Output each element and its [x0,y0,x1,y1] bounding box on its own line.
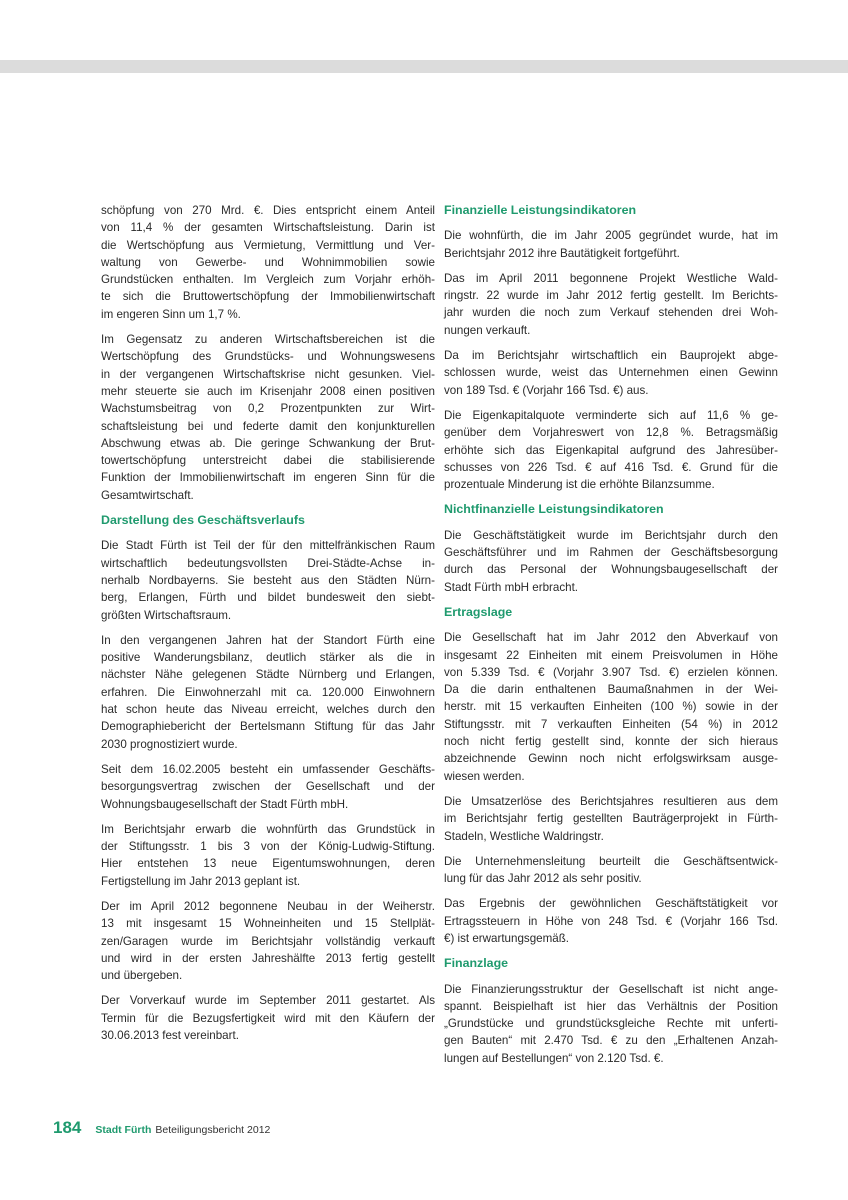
text-line: Die Geschäftstätigkeit wurde im Berichtsjahr durch den [444,528,778,542]
text-line: berg, Erlangen, Fürth und bildet bundesweit den siebt- [101,591,435,605]
text-line: gen Bauten“ mit 2.470 Tsd. € zu den „Erhaltenen Anzah- [444,1034,778,1048]
text-line: die Wertschöpfung aus Vermietung, Vermittlung und Ver- [101,238,435,252]
footer-report-title: Beteiligungsbericht 2012 [155,1124,271,1136]
text-line: erhöhte sich das Eigenkapital aufgrund des Jahresüber- [444,443,778,457]
paragraph [101,632,435,753]
text-line: Geschäftsführer und im Rahmen der Geschäftsbesorgung [444,546,778,560]
text-line: in der vergangenen Wirtschaftskrise nicht gesunken. Viel- [101,367,435,381]
paragraph [444,407,778,493]
left-column [101,202,435,1052]
paragraph [101,537,435,623]
text-line: Da die darin enthaltenen Baumaßnahmen in der Wei- [444,683,778,697]
text-line: Abschwung etwas ab. Die geringe Schwankung der Brut- [101,436,435,450]
text-line: Gesamtwirtschaft. [101,488,194,502]
text-line: größten Wirtschaftsraum. [101,608,232,622]
text-line: Stadeln, Westliche Waldringstr. [444,829,604,843]
text-line: genüber dem Vorjahreswert von 12,8 %. Betragsmäßig [444,426,778,440]
text-line: schöpfung von 270 Mrd. €. Dies entspricht einem Anteil [101,204,435,217]
text-line: Grundstücken enthalten. Im Vergleich zum Vorjahr erhöh- [101,273,435,287]
text-line: von 11,4 % der gesamten Wirtschaftsleistung. Darin ist [101,221,435,235]
paragraph [101,331,435,504]
text-line: Der Vorverkauf wurde im September 2011 gestartet. Als [101,994,435,1008]
text-line: Ertragssteuern in Höhe von 248 Tsd. € (Vorjahr 166 Tsd. [444,914,778,928]
text-line: spannt. Beispielhaft ist hier das Verhältnis der Position [444,999,778,1013]
paragraph [444,853,778,888]
text-line: Die Umsatzerlöse des Berichtsjahres resultieren aus dem [444,794,778,808]
paragraph [101,992,435,1044]
paragraph [101,898,435,984]
text-line: Hier entstehen 13 neue Eigentumswohnungen, deren [101,857,435,871]
top-bar [0,60,848,73]
right-column [444,202,778,1075]
paragraph [101,821,435,890]
section-heading: Nichtfinanzielle Leistungsindikatoren [444,502,664,517]
text-line: 2030 prognostiziert wurde. [101,737,238,751]
paragraph [444,227,778,262]
text-line: mehr steuerte sie auch im Krisenjahr 2008 einen positiven [101,384,435,398]
text-line: Wachstumsbeitrag von 0,2 Prozentpunkten zur Wirt- [101,402,435,416]
text-line: waltung von Gewerbe- und Wohnimmobilien sowie [101,255,435,269]
text-line: besorgungsvertrag zwischen der Gesellschaft und der [101,780,435,794]
text-line: Stadt Fürth mbH erbracht. [444,580,579,594]
text-line: Im Gegensatz zu anderen Wirtschaftsbereichen ist die [101,333,435,347]
text-line: €) ist erwartungsgemäß. [444,931,570,945]
text-line: Das Ergebnis der gewöhnlichen Geschäftstätigkeit vor [444,897,778,911]
text-line: und übergeben. [101,969,183,983]
section-heading: Ertragslage [444,604,513,619]
paragraph [101,202,435,323]
text-line: abzeichnende Gewinn noch nicht erfolgswirksam ausge- [444,752,778,766]
text-line: im Berichtsjahr fertig gestellten Bauträgerprojekt in Fürth- [444,812,778,826]
text-line: zen/Garagen wurde im Berichtsjahr vollständig verkauft [101,934,435,948]
text-line: von 189 Tsd. € (Vorjahr 166 Tsd. €) aus. [444,383,649,397]
paragraph [444,527,778,596]
paragraph [444,629,778,785]
text-line: In den vergangenen Jahren hat der Standort Fürth eine [101,633,435,647]
text-line: im engeren Sinn um 1,7 %. [101,307,241,321]
page-footer [53,1118,270,1138]
paragraph [444,981,778,1067]
text-line: 30.06.2013 fest vereinbart. [101,1029,239,1043]
text-line: Der im April 2012 begonnene Neubau in der Weiherstr. [101,899,435,913]
text-line: te sich die Bruttowertschöpfung der Immobilienwirtschaft [101,290,435,304]
section-heading: Finanzlage [444,956,509,971]
text-line: Die Stadt Fürth ist Teil der für den mittelfränkischen Raum [101,539,435,553]
text-line: Die wohnfürth, die im Jahr 2005 gegründet wurde, hat im [444,229,778,243]
text-line: Im Berichtsjahr erwarb die wohnfürth das Grundstück in [101,822,435,836]
text-line: durch das Personal der Wohnungsbaugesellschaft der [444,563,778,577]
text-line: herstr. mit 15 verkauften Einheiten (100 %) sowie in der [444,700,778,714]
text-line: Die Unternehmensleitung beurteilt die Geschäftsentwick- [444,854,778,868]
text-line: nerhalb Nordbayerns. Sie besteht aus den Städten Nürn- [101,573,435,587]
paragraph [101,761,435,813]
text-line: nächster Nähe gelegenen Städte Nürnberg und Erlangen, [101,668,435,682]
text-line: noch nicht fertig gestellt sind, konnte der sich hieraus [444,735,778,749]
text-line: der Stiftungsstr. 1 bis 3 von der König-Ludwig-Stiftung. [101,840,435,854]
text-line: prozentuale Minderung ist die erhöhte Bilanzsumme. [444,478,715,492]
text-line: 13 mit insgesamt 15 Wohneinheiten und 15 Stellplät- [101,917,435,931]
text-line: Wohnungsbaugesellschaft der Stadt Fürth mbH. [101,797,349,811]
section-heading: Darstellung des Geschäftsverlaufs [101,513,305,528]
text-line: und wird in der ersten Jahreshälfte 2013 fertig gestellt [101,951,435,965]
text-line: ringstr. 22 wurde im Jahr 2012 fertig gestellt. Im Berichts- [444,289,778,303]
paragraph [444,895,778,947]
text-line: Termin für die Bezugsfertigkeit wird mit den Käufern der [101,1011,435,1025]
text-line: Berichtsjahr 2012 ihre Bautätigkeit fortgeführt. [444,246,680,260]
text-line: wirtschaftlich bedeutungsvollsten Drei-Städte-Achse in- [101,556,435,570]
text-line: schusses von 226 Tsd. € auf 416 Tsd. €. Grund für die [444,460,778,474]
text-line: Funktion der Immobilienwirtschaft im engeren Sinn für die [101,471,435,485]
text-line: hat schon heute das Niveau erreicht, welches durch den [101,703,435,717]
text-line: insgesamt 22 Einheiten mit einem Preisvolumen in Höhe [444,648,778,662]
text-line: Stiftungsstr. mit 7 verkauften Einheiten (54 %) in 2012 [444,717,778,731]
text-line: Fertigstellung im Jahr 2013 geplant ist. [101,874,301,888]
text-line: Demographiebericht der Bertelsmann Stiftung für das Jahr [101,720,435,734]
text-line: Die Gesellschaft hat im Jahr 2012 den Abverkauf von [444,631,778,645]
text-line: von 5.339 Tsd. € (Vorjahr 3.907 Tsd. €) erzielen können. [444,665,778,679]
text-line: Die Finanzierungsstruktur der Gesellschaft ist nicht ange- [444,982,778,996]
text-line: erfahren. Die Einwohnerzahl mit ca. 120.000 Einwohnern [101,685,435,699]
text-line: wiesen werden. [444,769,525,783]
paragraph [444,793,778,845]
text-line: jahr wurden die noch zum Verkauf stehenden drei Woh- [444,306,778,320]
text-line: Seit dem 16.02.2005 besteht ein umfassender Geschäfts- [101,762,435,776]
text-line: Das im April 2011 begonnene Projekt Westliche Wald- [444,271,778,285]
text-line: nungen verkauft. [444,323,531,337]
page-number: 184 [53,1118,82,1137]
section-heading: Finanzielle Leistungsindikatoren [444,203,637,217]
text-line: towertschöpfung unterstreicht dabei die stabilisierende [101,454,435,468]
text-line: positive Wanderungsbilanz, deutlich stärker als die in [101,651,435,665]
text-line: Wertschöpfung des Grundstücks- und Wohnungswesens [101,350,435,364]
text-line: „Grundstücke und grundstücksgleiche Rechte mit unferti- [444,1017,778,1031]
paragraph [444,347,778,399]
text-line: lungen auf Bestellungen“ von 2.120 Tsd. €. [444,1051,664,1065]
text-line: Die Eigenkapitalquote verminderte sich auf 11,6 % ge- [444,408,778,422]
text-line: schlossen wurde, weist das Unternehmen einen Gewinn [444,366,778,380]
text-line: schaftsleistung bei und federte damit den konjunkturellen [101,419,435,433]
text-line: lung für das Jahr 2012 als sehr positiv. [444,872,642,886]
paragraph [444,270,778,339]
footer-brand: Stadt Fürth [95,1124,152,1136]
text-line: Da im Berichtsjahr wirtschaftlich ein Bauprojekt abge- [444,349,778,363]
